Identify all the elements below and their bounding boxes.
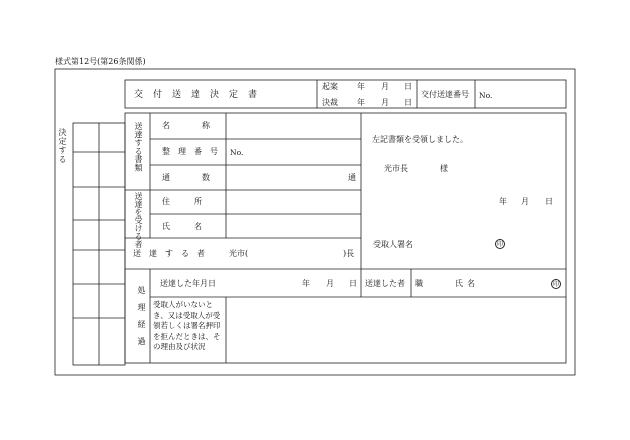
recipient-name-label: 氏 名 xyxy=(162,222,202,231)
process-seal-icon: 印 xyxy=(552,281,559,288)
process-date-label: 送達した年月日 xyxy=(160,279,216,288)
process-staff: 職 xyxy=(415,279,423,288)
form-id: 様式第12号(第26条関係) xyxy=(55,57,146,66)
receipt-month: 月 xyxy=(521,197,529,206)
process-year: 年 xyxy=(302,279,310,288)
process-staff-name: 氏名 xyxy=(455,279,479,288)
kessai-day: 日 xyxy=(404,98,412,107)
outer-border xyxy=(55,69,575,375)
docs-count-unit: 通 xyxy=(348,173,356,182)
process-sender-label: 送達した者 xyxy=(365,279,405,288)
recipient-address-label: 住 所 xyxy=(162,197,202,206)
receipt-mayor: 光市長 様 xyxy=(384,164,448,173)
receipt-text: 左記書類を受領しました。 xyxy=(372,135,468,144)
receipt-signature-label: 受取人署名 xyxy=(373,240,413,249)
recipient-section-label: 送達を受ける者 xyxy=(134,192,143,248)
kofu-number-label: 交付送達番号 xyxy=(421,90,469,99)
kofu-number-no: No. xyxy=(479,91,493,100)
kessai-label: 決裁 xyxy=(322,98,338,107)
kessai-month: 月 xyxy=(381,98,389,107)
form-title: 交 付 送 達 決 定 書 xyxy=(134,90,258,100)
process-month: 月 xyxy=(326,279,334,288)
receipt-day: 日 xyxy=(545,197,553,206)
kian-day: 日 xyxy=(404,82,412,91)
process-label: 処理経過 xyxy=(137,286,146,354)
receipt-seal-icon: 印 xyxy=(496,241,503,248)
docs-section-label: 送達する書類 xyxy=(134,122,143,172)
process-day: 日 xyxy=(349,279,357,288)
decision-label: 決定する xyxy=(58,128,67,164)
docs-number-value: No. xyxy=(230,148,244,157)
docs-number-label: 整 理 番 号 xyxy=(162,147,218,156)
sender-suffix: )長 xyxy=(343,249,355,258)
kessai-year: 年 xyxy=(357,98,365,107)
sender-prefix: 光市( xyxy=(229,249,249,258)
receipt-year: 年 xyxy=(499,197,507,206)
process-note: 受取人がいないとき、又は受取人が受領若しくは署名押印を拒んだときは、その理由及び状況 xyxy=(153,300,221,352)
kian-label: 起案 xyxy=(322,82,338,91)
docs-count-label: 通 数 xyxy=(162,173,210,182)
docs-name-label: 名 称 xyxy=(162,121,210,130)
kian-month: 月 xyxy=(381,82,389,91)
sender-label: 送 達 す る 者 xyxy=(133,249,205,258)
kian-year: 年 xyxy=(357,82,365,91)
